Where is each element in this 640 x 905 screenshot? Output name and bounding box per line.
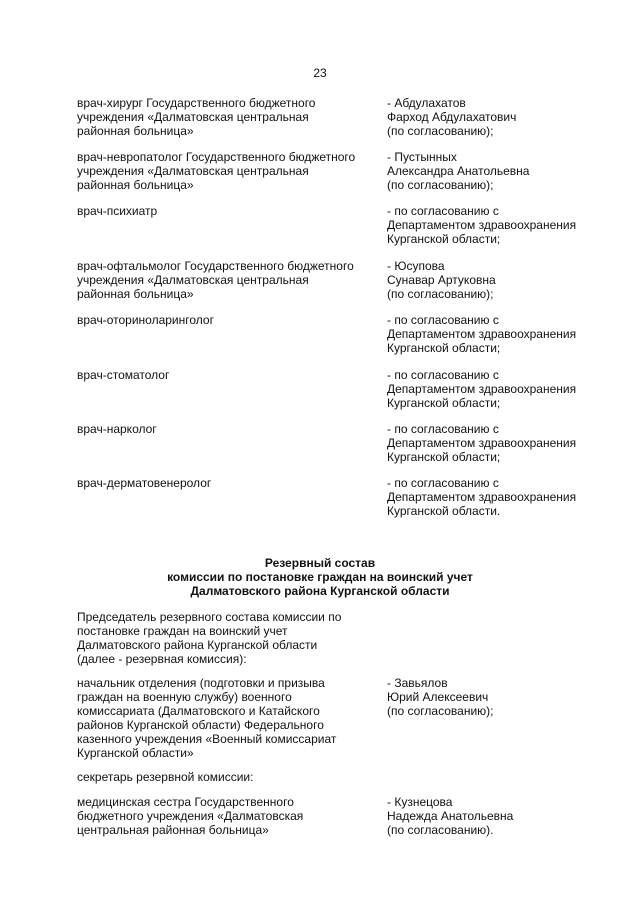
member-role: врач-невропатолог Государственного бюджетного учреждения «Далматовская центральная районная больница» [77, 150, 356, 192]
member-person: - по согласованию с Департаментом здравоохранения Курганской области; [387, 204, 577, 246]
member-role: врач-офтальмолог Государственного бюджетного учреждения «Далматовская центральная районная больница» [77, 259, 354, 301]
member-person: - по согласованию с Департаментом здравоохранения Курганской области; [387, 422, 577, 464]
member-role: врач-психиатр [77, 204, 158, 218]
page-number: 23 [313, 66, 327, 80]
member-role: врач-дерматовенеролог [77, 476, 212, 490]
reserve-section-title: Резервный состав комиссии по постановке граждан на воинский учет Далматовского района Курганской области [167, 556, 473, 598]
member-person: - Юсупова Сунавар Артуковна (по согласованию); [387, 259, 496, 301]
member-person: - Пустынных Александра Анатольевна (по согласованию); [387, 150, 530, 192]
member-person: - Кузнецова Надежда Анатольевна (по согласованию). [387, 795, 514, 837]
member-role: врач-нарколог [77, 422, 157, 436]
member-role: секретарь резервной комиссии: [77, 770, 254, 784]
member-person: - Абдулахатов Фарход Абдулахатович (по согласованию); [387, 96, 517, 138]
member-role: врач-стоматолог [77, 368, 170, 382]
member-role: Председатель резервного состава комиссии по постановке граждан на воинский учет Далматовского района Курганской области (далее - резервная комиссия): [77, 610, 342, 666]
member-person: - по согласованию с Департаментом здравоохранения Курганской области. [387, 476, 577, 518]
member-role: врач-хирург Государственного бюджетного учреждения «Далматовская центральная районная больница» [77, 96, 316, 138]
member-person: - по согласованию с Департаментом здравоохранения Курганской области; [387, 368, 577, 410]
member-person: - по согласованию с Департаментом здравоохранения Курганской области; [387, 313, 577, 355]
member-role: врач-оториноларинголог [77, 313, 214, 327]
member-role: медицинская сестра Государственного бюджетного учреждения «Далматовская центральная районная больница» [77, 795, 304, 837]
member-role: начальник отделения (подготовки и призыва граждан на военную службу) военного комиссариата (Далматовского и Катайского районов Курганской области) Федерального казенного учреждения «Военный комиссариат Курганской области» [77, 676, 337, 760]
member-person: - Завьялов Юрий Алексеевич (по согласованию); [387, 676, 494, 718]
